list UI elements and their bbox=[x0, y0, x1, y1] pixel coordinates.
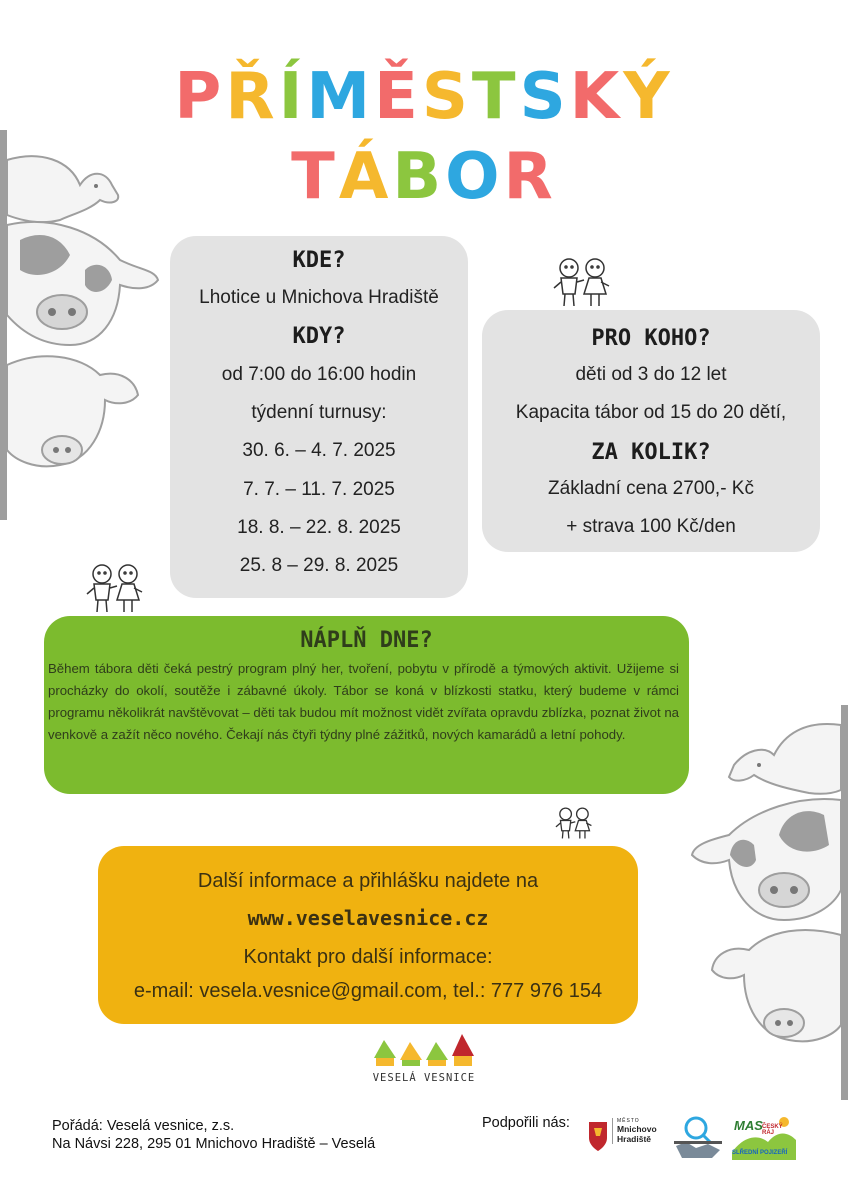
address-text: Na Návsi 228, 295 01 Mnichovo Hradiště – Veselá bbox=[52, 1136, 376, 1152]
date-item: 30. 6. – 4. 7. 2025 bbox=[242, 440, 396, 461]
where-heading: KDE? bbox=[292, 248, 346, 273]
title-letter: R bbox=[503, 140, 557, 214]
for-whom-box bbox=[482, 310, 820, 552]
kids-icon bbox=[554, 806, 594, 840]
date-item: 18. 8. – 22. 8. 2025 bbox=[237, 517, 401, 538]
kids-icon bbox=[551, 256, 613, 308]
hours-text: od 7:00 do 16:00 hodin bbox=[221, 364, 417, 385]
supported-label: Podpořili nás: bbox=[482, 1115, 570, 1131]
sponsor3-name-3: SLŘEDNÍ POJIZEŘÍ bbox=[732, 1150, 788, 1156]
title-letter: O bbox=[445, 140, 504, 214]
sponsor1-name-1: Mnichovo bbox=[617, 1124, 657, 1134]
houses-icon bbox=[370, 1028, 478, 1068]
title-line-1 bbox=[0, 60, 848, 134]
date-item: 25. 8 – 29. 8. 2025 bbox=[239, 555, 399, 576]
when-heading: KDY? bbox=[292, 324, 346, 349]
title-letter: M bbox=[306, 60, 375, 134]
place-text: Lhotice u Mnichova Hradiště bbox=[199, 287, 439, 308]
coat-of-arms-icon bbox=[588, 1120, 608, 1152]
turnus-label: týdenní turnusy: bbox=[251, 402, 387, 423]
contact-label: Kontakt pro další informace: bbox=[243, 946, 493, 968]
title-letter: T bbox=[471, 60, 520, 134]
for-whom-heading: PRO KOHO? bbox=[591, 326, 711, 351]
organizer-text: Pořádá: Veselá vesnice, z.s. bbox=[52, 1118, 235, 1134]
sponsor-region-logo bbox=[672, 1114, 724, 1160]
title-letter: Ě bbox=[374, 60, 422, 134]
vesela-vesnice-logo bbox=[370, 1028, 478, 1084]
sponsor3-name-1: MAS bbox=[734, 1118, 763, 1133]
title-letter: S bbox=[519, 60, 570, 134]
daily-program-box bbox=[44, 616, 689, 794]
contact-box bbox=[98, 846, 638, 1024]
info-text: Další informace a přihlášku najdete na bbox=[197, 870, 539, 892]
logo-text: VESELÁ VESNICE bbox=[372, 1072, 476, 1084]
daily-program-text: Během tábora děti čeká pestrý program plný her, tvoření, pobytu v přírodě a týmových aktivit. Užijeme si procházky do okolí, soutěže i zábavné úkoly. Tábor se koná v blízkosti statku, který budeme v rámci programu několikrát navštěvovat – děti tak budou mít možnost vidět zvířata opravdu zblízka, poznat život na venkově a zažít něco nového. Čekají nás čtyři týdny plné zážitků, nových kamarádů a letní pohody. bbox=[48, 661, 679, 742]
date-item: 7. 7. – 11. 7. 2025 bbox=[243, 479, 395, 500]
food-price-text: + strava 100 Kč/den bbox=[566, 516, 736, 537]
title-letter: Í bbox=[278, 60, 307, 134]
animals-left-illustration bbox=[0, 130, 165, 520]
website-link[interactable]: www.veselavesnice.cz bbox=[247, 906, 489, 930]
kids-icon bbox=[84, 562, 146, 614]
sponsor-mnichovo-hradiste-logo bbox=[588, 1118, 664, 1156]
price-text: Základní cena 2700,- Kč bbox=[548, 478, 754, 499]
sponsor-mas-logo bbox=[732, 1114, 796, 1160]
title-letter: Á bbox=[338, 140, 393, 214]
daily-program-heading: NÁPLŇ DNE? bbox=[300, 628, 433, 653]
title-letter: K bbox=[569, 60, 624, 134]
sponsor1-name-2: Hradiště bbox=[617, 1134, 652, 1144]
sponsor3-name-2: ČESKÝ RÁJ bbox=[762, 1124, 783, 1136]
title-letter: T bbox=[291, 140, 339, 214]
title-letter: Ř bbox=[225, 60, 279, 134]
title-letter: S bbox=[421, 60, 472, 134]
where-when-box bbox=[170, 236, 468, 598]
capacity-text: Kapacita tábor od 15 do 20 dětí, bbox=[515, 402, 787, 423]
price-heading: ZA KOLIK? bbox=[591, 440, 711, 465]
sponsor1-small: MĚSTO bbox=[617, 1118, 640, 1124]
title-letter: B bbox=[392, 140, 446, 214]
title-letter: P bbox=[174, 60, 226, 134]
age-text: děti od 3 do 12 let bbox=[575, 364, 727, 385]
contact-details[interactable]: e-mail: vesela.vesnice@gmail.com, tel.: 777 976 154 bbox=[133, 980, 603, 1002]
animals-right-illustration bbox=[684, 705, 848, 1100]
title-letter: Ý bbox=[623, 60, 674, 134]
